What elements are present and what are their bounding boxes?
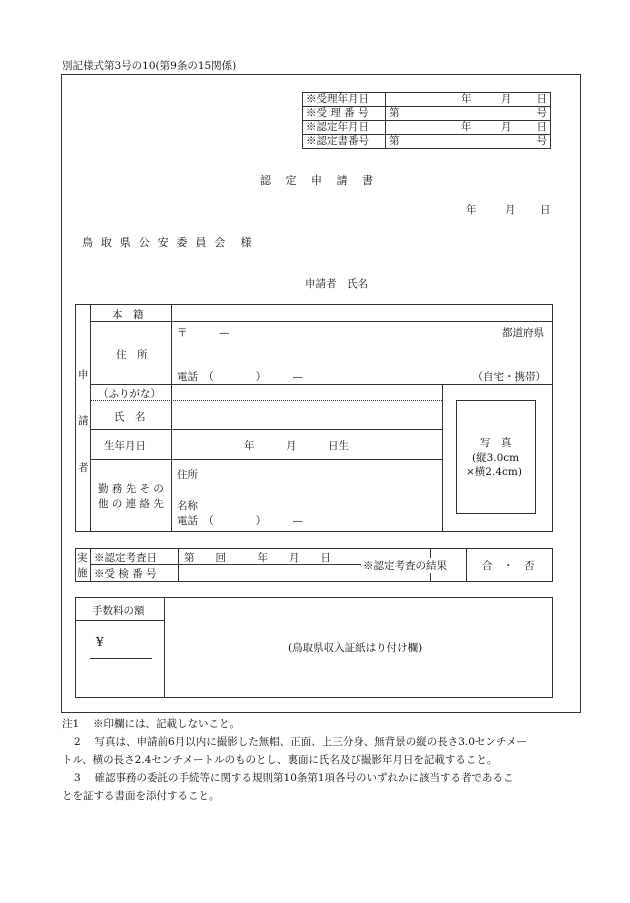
reception-label: ※認定書番号 <box>303 135 386 149</box>
reception-label: ※受理年月日 <box>303 93 386 107</box>
photo-size-width: ×横2.4cm) <box>466 466 522 478</box>
exam-result-label: ※認定考査の結果 <box>363 560 447 572</box>
work-label-1: 勤 務 先 そ の <box>98 483 164 495</box>
honseki-label: 本 籍 <box>112 309 144 321</box>
reception-value[interactable]: 第 号 <box>386 135 551 149</box>
note-3: 3 確認事務の委託の手続等に関する規則第10条第1項各号のいずれかに該当する者であるこ <box>74 772 514 784</box>
home-phone[interactable]: 電話 （ ） — <box>177 371 303 383</box>
birth-label: 生年月日 <box>104 440 146 452</box>
reception-value[interactable]: 年 月 日 <box>386 93 551 107</box>
prefecture-label: 都道府県 <box>502 327 544 339</box>
phone-type: （自宅・携帯） <box>472 371 546 383</box>
fee-box <box>75 597 553 698</box>
applicant-side-2: 請 <box>78 415 89 427</box>
stamp-area-label: (鳥取県収入証紙はり付け欄) <box>288 642 423 654</box>
photo-size-height: (縦3.0cm <box>472 452 520 464</box>
note-2: 2 写真は、申請前6月以内に撮影した無帽、正面、上三分身、無背景の縦の長さ3.0センチメー <box>74 736 527 748</box>
shimei-label: 氏 名 <box>114 411 146 423</box>
exam-result-value[interactable]: 合 ・ 否 <box>482 560 535 572</box>
note-1: 注1 ※印欄には、記載しないこと。 <box>62 718 241 730</box>
form-title: 認 定 申 請 書 <box>260 174 379 187</box>
applicant-side-3: 者 <box>78 462 89 474</box>
exam-date-value[interactable]: 第 回 年 月 日 <box>184 552 331 564</box>
reception-value[interactable]: 第 号 <box>386 107 551 121</box>
exam-side-1: 実 <box>77 552 88 564</box>
postal-code[interactable]: 〒 — <box>177 327 230 339</box>
work-label-2: 他 の 連 絡 先 <box>98 498 164 510</box>
exam-side-2: 施 <box>77 567 88 579</box>
jusho-label: 住 所 <box>116 349 148 361</box>
birth-value[interactable]: 年 月 日生 <box>244 440 349 452</box>
applicant-name-line: 申請者 氏名 <box>305 278 368 290</box>
addressee: 鳥 取 県 公 安 委 員 会 様 <box>82 236 254 249</box>
honseki-field[interactable] <box>172 305 552 321</box>
exam-date-label: ※認定考査日 <box>94 552 157 564</box>
form-label: 別記様式第3号の10(第9条の15関係) <box>62 60 237 72</box>
note-2-cont: トル、横の長さ2.4センチメートルのものとし、裏面に氏名及び撮影年月日を記載すること。 <box>62 754 498 766</box>
applicant-table <box>75 304 553 532</box>
reception-label: ※受 理 番 号 <box>303 107 386 121</box>
date-year: 年 <box>466 204 477 216</box>
reception-label: ※認定年月日 <box>303 121 386 135</box>
furigana-label: （ふりがな） <box>98 388 161 400</box>
receipt-number-label: ※受 検 番 号 <box>94 568 157 580</box>
work-address[interactable]: 住所 <box>177 469 198 481</box>
applicant-side-1: 申 <box>78 369 89 381</box>
note-3-cont: とを証する書面を添付すること。 <box>62 790 220 802</box>
photo-title: 写 真 <box>480 437 512 449</box>
date-day: 日 <box>540 204 551 216</box>
reception-table <box>302 92 551 149</box>
reception-value[interactable]: 年 月 日 <box>386 121 551 135</box>
work-phone[interactable]: 電話 （ ） — <box>177 515 303 527</box>
work-name[interactable]: 名称 <box>177 500 198 512</box>
yen-sign: ¥ <box>96 635 104 649</box>
shimei-field[interactable] <box>172 401 442 429</box>
fee-label: 手数料の額 <box>92 605 145 617</box>
fee-amount-line[interactable] <box>90 658 152 659</box>
exam-table <box>75 548 553 582</box>
date-month: 月 <box>505 204 516 216</box>
